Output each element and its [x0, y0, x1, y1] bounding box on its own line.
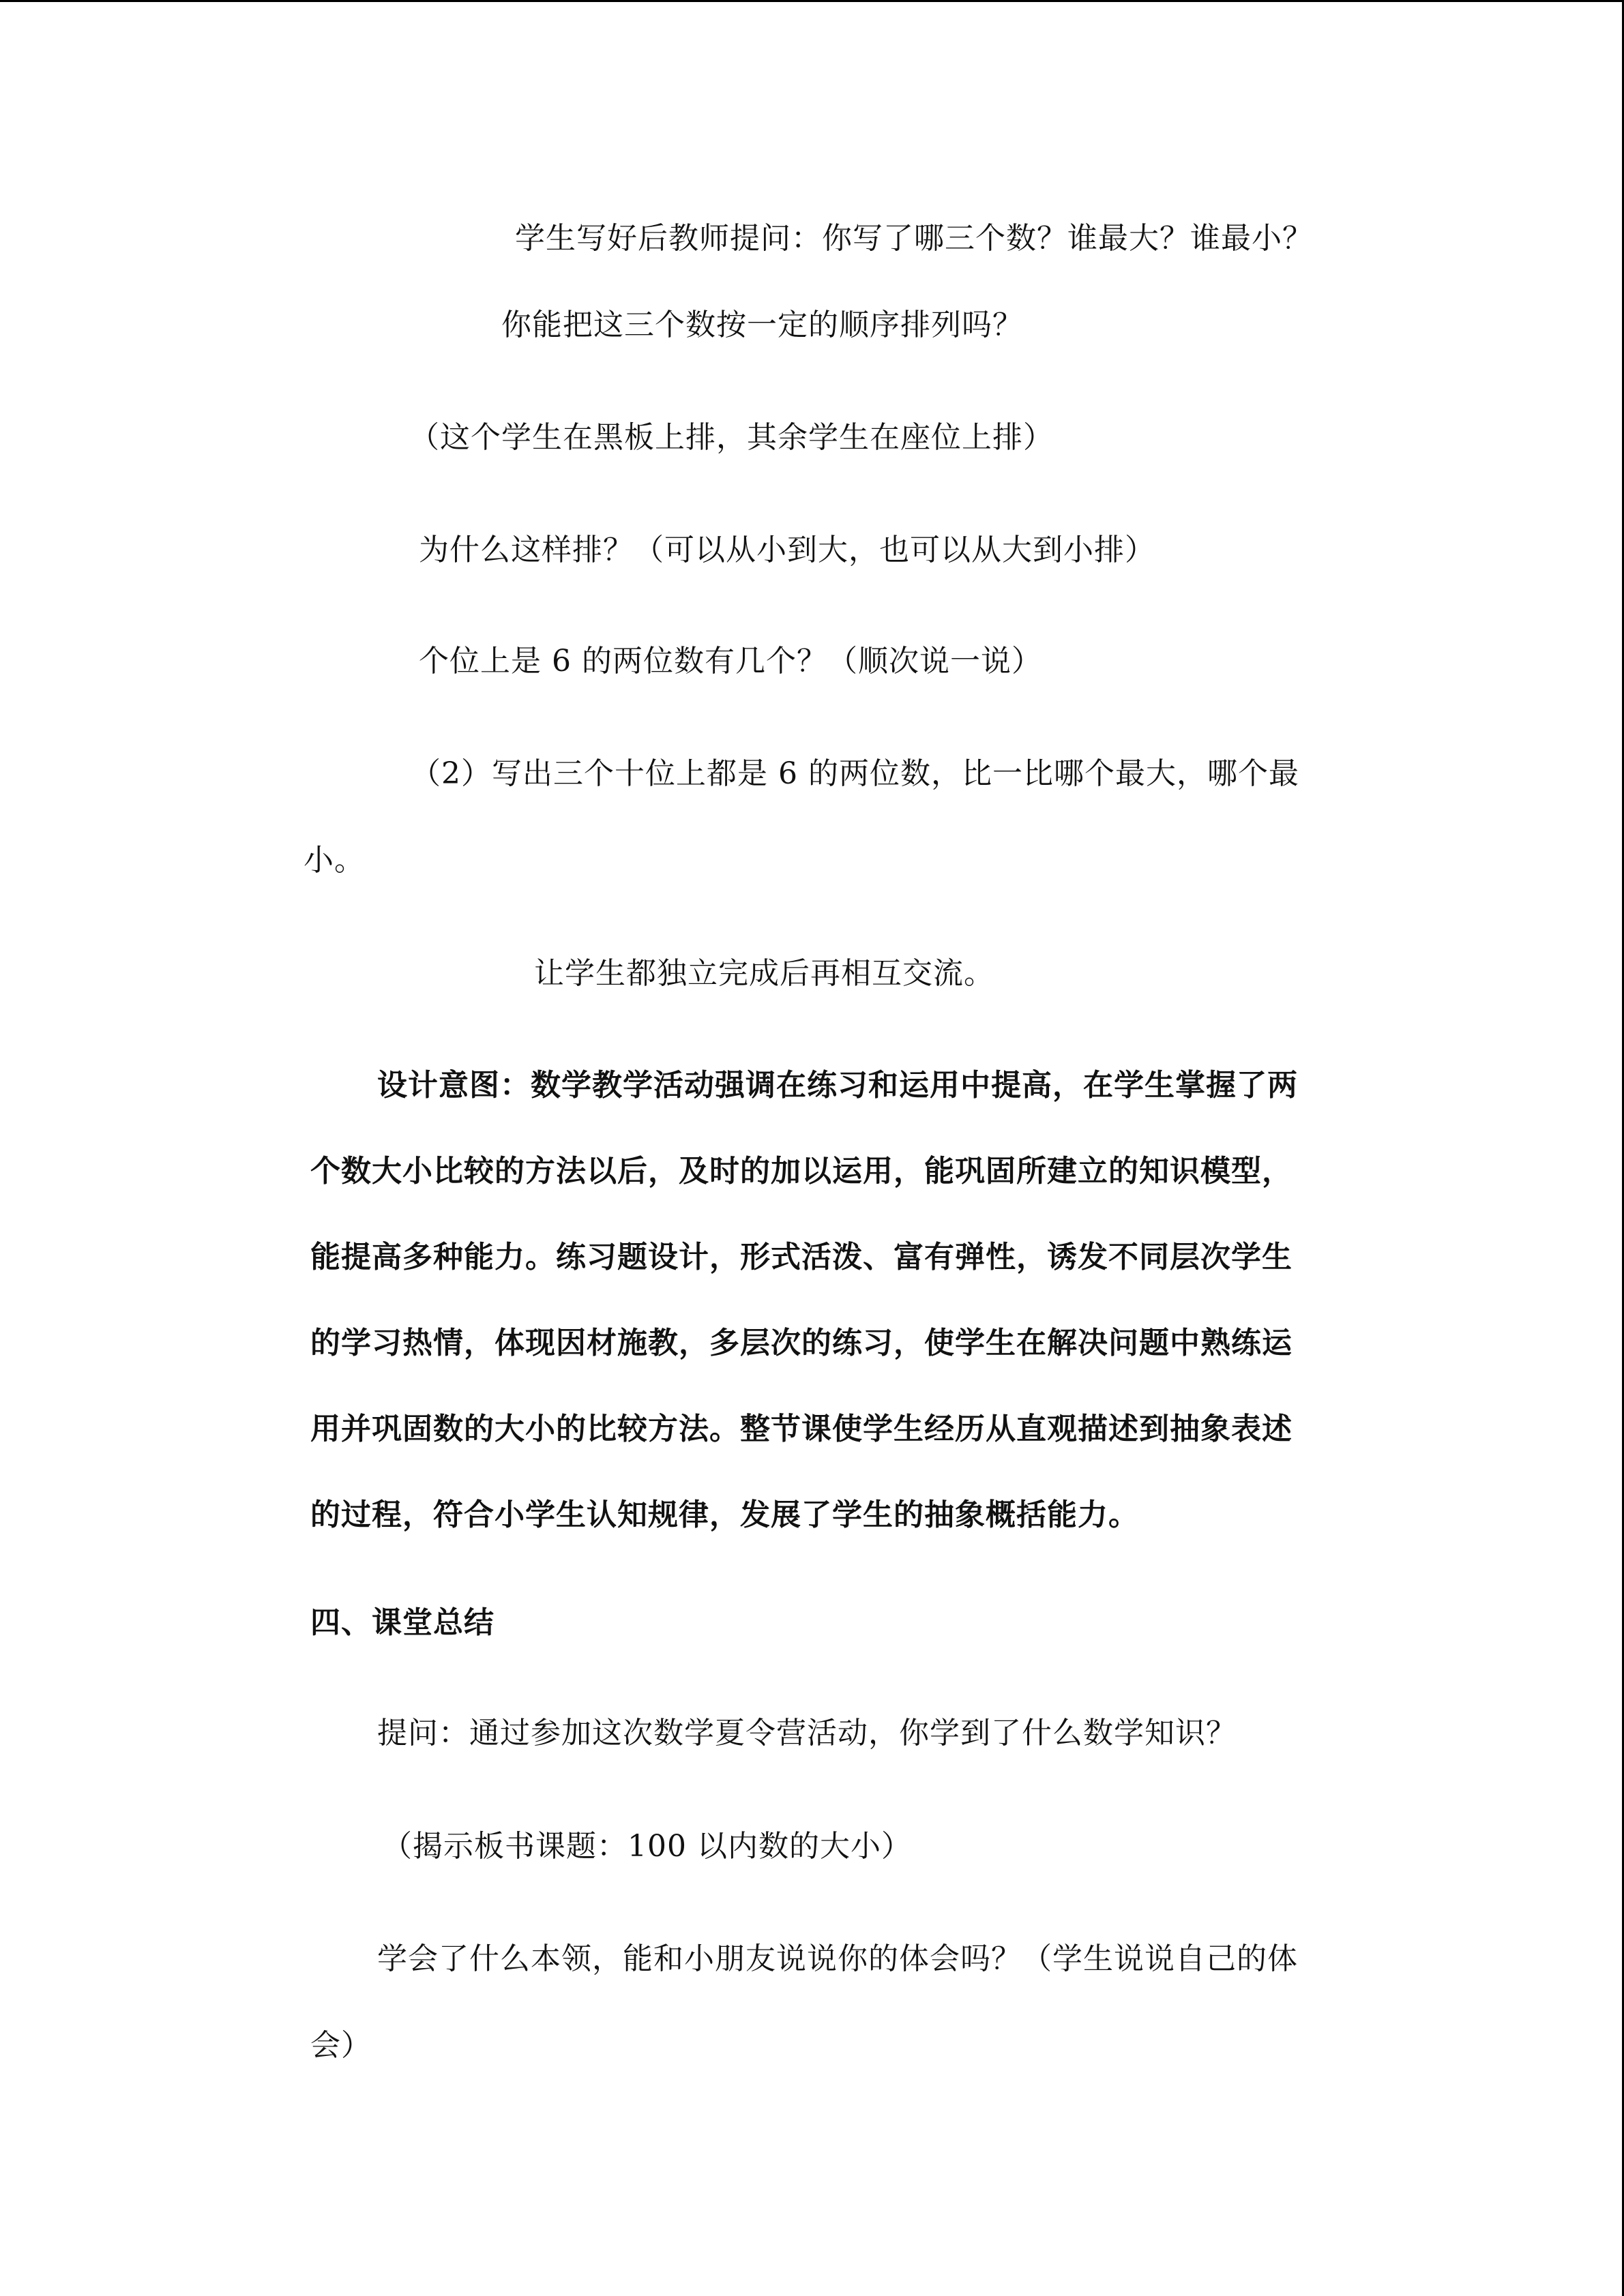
paragraph-line-6: （2）写出三个十位上都是 6 的两位数，比一比哪个最大，哪个最	[411, 756, 1299, 791]
paragraph-line-4: 为什么这样排？（可以从小到大，也可以从大到小排）	[419, 533, 1155, 567]
summary-line-2: （揭示板书课题：100 以内数的大小）	[382, 1829, 912, 1864]
paragraph-line-5: 个位上是 6 的两位数有几个？（顺次说一说）	[419, 644, 1042, 679]
paragraph-line-7: 小。	[304, 843, 365, 878]
paragraph-line-2: 你能把这三个数按一定的顺序排列吗？	[501, 308, 1023, 342]
summary-line-1: 提问：通过参加这次数学夏令营活动，你学到了什么数学知识？	[377, 1716, 1237, 1750]
design-intent-line-6: 的过程，符合小学生认知规律，发展了学生的抽象概括能力。	[310, 1497, 1139, 1532]
summary-line-4: 会）	[310, 2028, 372, 2063]
paragraph-line-1: 学生写好后教师提问：你写了哪三个数？谁最大？谁最小？	[515, 221, 1313, 256]
design-intent-line-3: 能提高多种能力。练习题设计，形式活泼、富有弹性，诱发不同层次学生	[310, 1240, 1293, 1274]
design-intent-line-2: 个数大小比较的方法以后，及时的加以运用，能巩固所建立的知识模型，	[310, 1154, 1293, 1189]
section-heading-summary: 四、课堂总结	[310, 1605, 494, 1640]
paragraph-line-8: 让学生都独立完成后再相互交流。	[534, 956, 994, 991]
design-intent-line-1: 设计意图：数学教学活动强调在练习和运用中提高，在学生掌握了两	[377, 1068, 1298, 1103]
design-intent-line-5: 用并巩固数的大小的比较方法。整节课使学生经历从直观描述到抽象表述	[310, 1412, 1293, 1446]
design-intent-line-4: 的学习热情，体现因材施教，多层次的练习，使学生在解决问题中熟练运	[310, 1326, 1293, 1360]
summary-line-3: 学会了什么本领，能和小朋友说说你的体会吗？（学生说说自己的体	[377, 1941, 1298, 1976]
paragraph-line-3: （这个学生在黑板上排，其余学生在座位上排）	[409, 420, 1054, 455]
